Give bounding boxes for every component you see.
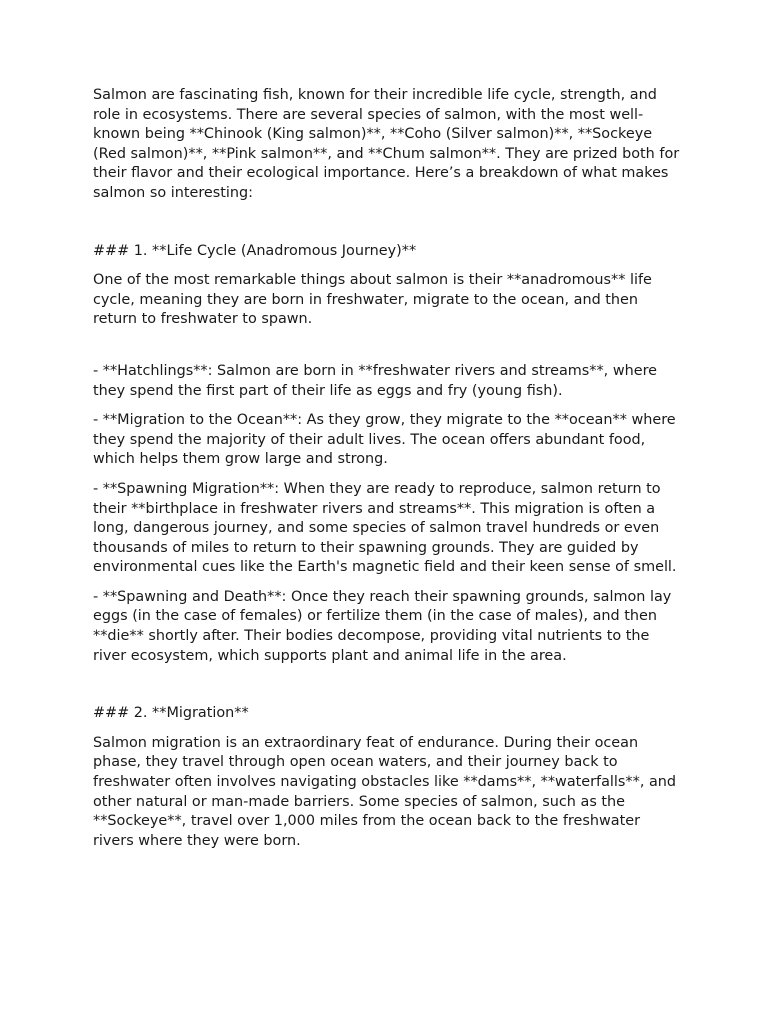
life-cycle-intro-paragraph: One of the most remarkable things about salmon is their **anadromous** life cycle, meaning they are born in freshwater, migrate to the ocean, and then return to freshwater to spawn. — [93, 272, 652, 328]
intro-paragraph: Salmon are fascinating fish, known for their incredible life cycle, strength, and role in ecosystems. There are several species of salmon, with the most well-known being **Chinook (King salmon)**, **Coho (Silver salmon)**, **Sockeye (Red salmon)**, **Pink salmon**, and **Chum salmon**. They are prized both for their flavor and their ecological importance. Here’s a breakdown of what makes salmon so interesting: — [93, 87, 680, 201]
section-heading-life-cycle: ### 1. **Life Cycle (Anadromous Journey)** — [93, 242, 417, 259]
section-heading-migration: ### 2. **Migration** — [93, 705, 249, 722]
bullet-spawning-migration: - **Spawning Migration**: When they are ready to reproduce, salmon return to their **birthplace in freshwater rivers and streams**. This migration is often a long, dangerous journey, and some species of salmon travel hundreds or even thousands of miles to return to their spawning grounds. They are guided by environmental cues like the Earth's magnetic field and their keen sense of smell. — [93, 480, 677, 576]
document-page — [93, 86, 683, 851]
bullet-spawning-and-death: - **Spawning and Death**: Once they reach their spawning grounds, salmon lay eggs (in the case of females) or fertilize them (in the case of males), and then **die** shortly after. Their bodies decompose, providing vital nutrients to the river ecosystem, which supports plant and animal life in the area. — [93, 588, 672, 664]
bullet-hatchlings: - **Hatchlings**: Salmon are born in **freshwater rivers and streams**, where they spend the first part of their life as eggs and fry (young fish). — [93, 362, 658, 399]
migration-paragraph: Salmon migration is an extraordinary feat of endurance. During their ocean phase, they travel through open ocean waters, and their journey back to freshwater often involves navigating obstacles like **dams**, **waterfalls**, and other natural or man-made barriers. Some species of salmon, such as the **Sockeye**, travel over 1,000 miles from the ocean back to the freshwater rivers where they were born. — [93, 734, 677, 849]
bullet-migration-to-ocean: - **Migration to the Ocean**: As they grow, they migrate to the **ocean** where they spend the majority of their adult lives. The ocean offers abundant food, which helps them grow large and strong. — [93, 412, 676, 468]
